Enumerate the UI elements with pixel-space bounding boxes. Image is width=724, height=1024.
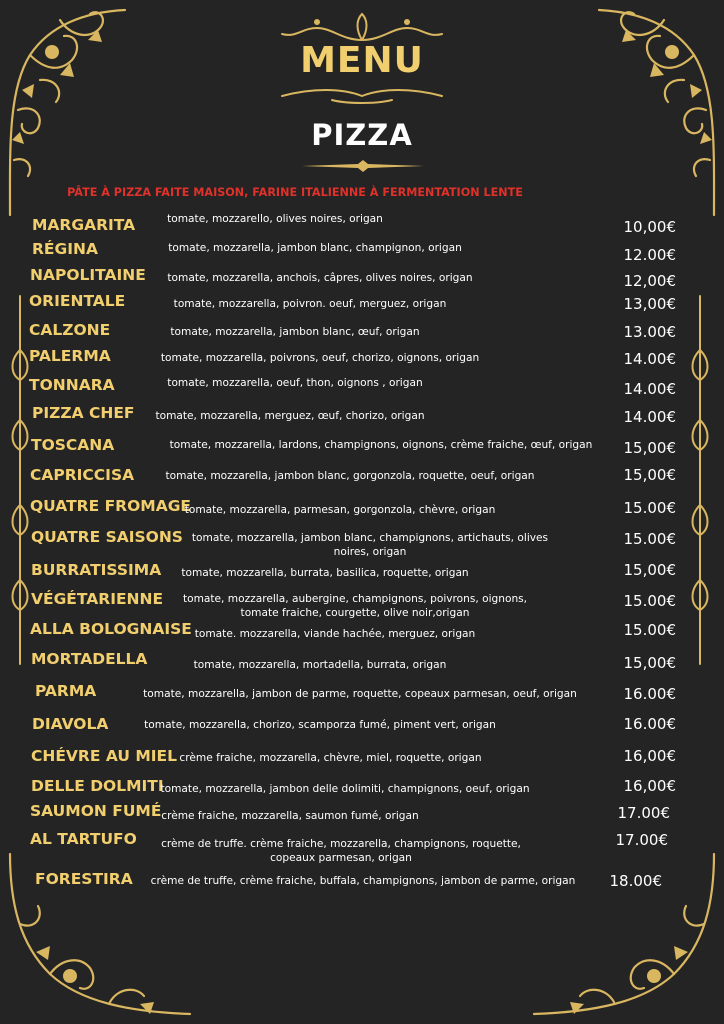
- item-description: crème de truffe, crème fraiche, buffala, champignons, jambon de parme, origan: [150, 875, 576, 887]
- item-price: 18.00€: [609, 872, 662, 890]
- item-description: tomate, mozzarella, chorizo, scamporza fumé, piment vert, origan: [144, 719, 496, 731]
- item-description: tomate, mozzarello, olives noires, origan: [167, 213, 383, 225]
- item-price: 14.00€: [623, 408, 676, 426]
- section-title: PIZZA: [311, 118, 413, 152]
- item-price: 17.00€: [617, 804, 670, 822]
- subtitle: PÂTE À PIZZA FAITE MAISON, FARINE ITALIENNE À FERMENTATION LENTE: [67, 186, 523, 199]
- item-description: tomate, mozzarella, jambon blanc, gorgonzola, roquette, oeuf, origan: [165, 470, 535, 482]
- item-price: 17.00€: [615, 831, 668, 849]
- item-price: 15.00€: [623, 592, 676, 610]
- item-description: tomate, mozzarella, jambon de parme, roquette, copeaux parmesan, oeuf, origan: [143, 688, 577, 700]
- item-price: 15.00€: [623, 621, 676, 639]
- item-name: RÉGINA: [32, 240, 98, 258]
- item-name: PALERMA: [29, 347, 111, 365]
- item-name: ALLA BOLOGNAISE: [30, 620, 192, 638]
- item-description: crème de truffe. crème fraiche, mozzarella, champignons, roquette, copeaux parmesan, origan: [161, 838, 521, 864]
- item-description: tomate, mozzarella, aubergine, champignons, poivrons, oignons, tomate fraiche, courgette, olive noir,origan: [182, 593, 528, 619]
- item-description: tomate, mozzarella, jambon blanc, œuf, origan: [170, 326, 420, 338]
- item-price: 15,00€: [623, 466, 676, 484]
- item-description: tomate, mozzarella, jambon blanc, champignon, origan: [168, 242, 462, 254]
- item-name: CAPRICCISA: [30, 466, 135, 484]
- item-name: DIAVOLA: [32, 715, 109, 733]
- item-name: QUATRE FROMAGE: [30, 497, 192, 515]
- item-name: ORIENTALE: [29, 292, 126, 310]
- item-name: PARMA: [35, 682, 97, 700]
- item-description: tomate, mozzarella, oeuf, thon, oignons , origan: [167, 377, 423, 389]
- corner-ornament-top-right: [584, 0, 724, 220]
- item-description: crème fraiche, mozzarella, chèvre, miel, roquette, origan: [179, 752, 482, 764]
- item-name: QUATRE SAISONS: [31, 528, 183, 546]
- item-description: crème fraiche, mozzarella, saumon fumé, origan: [161, 810, 419, 822]
- item-price: 12,00€: [623, 272, 676, 290]
- item-price: 15,00€: [623, 439, 676, 457]
- item-name: MARGARITA: [32, 216, 136, 234]
- item-name: MORTADELLA: [31, 650, 148, 668]
- item-name: TOSCANA: [31, 436, 115, 454]
- item-price: 14.00€: [623, 350, 676, 368]
- item-description: tomate, mozzarella, jambon delle dolimiti, champignons, oeuf, origan: [160, 783, 530, 795]
- item-name: FORESTIRA: [35, 870, 133, 888]
- item-price: 15,00€: [623, 561, 676, 579]
- item-name: TONNARA: [29, 376, 115, 394]
- item-name: AL TARTUFO: [30, 830, 137, 848]
- item-description: tomate, mozzarella, poivron. oeuf, merguez, origan: [173, 298, 447, 310]
- side-ornament-right: [688, 290, 712, 670]
- item-name: DELLE DOLMITI: [31, 777, 164, 795]
- item-name: VÉGÉTARIENNE: [31, 590, 164, 608]
- item-price: 15,00€: [623, 654, 676, 672]
- item-name: CALZONE: [29, 321, 111, 339]
- item-price: 16,00€: [623, 747, 676, 765]
- item-description: tomate, mozzarella, burrata, basilica, roquette, origan: [181, 567, 469, 579]
- item-name: PIZZA CHEF: [32, 404, 135, 422]
- item-description: tomate, mozzarella, jambon blanc, champignons, artichauts, olives noires, origan: [191, 532, 549, 558]
- item-price: 13.00€: [623, 323, 676, 341]
- item-description: tomate, mozzarella, merguez, œuf, chorizo, origan: [155, 410, 425, 422]
- item-name: CHÉVRE AU MIEL: [31, 747, 178, 765]
- item-price: 16.00€: [623, 685, 676, 703]
- item-price: 13,00€: [623, 295, 676, 313]
- item-name: NAPOLITAINE: [30, 266, 146, 284]
- item-price: 16.00€: [623, 715, 676, 733]
- item-price: 15.00€: [623, 499, 676, 517]
- menu-title: MENU: [300, 40, 424, 81]
- title-flourish-middle: [272, 86, 452, 106]
- item-description: tomate, mozzarella, lardons, champignons, oignons, crème fraiche, œuf, origan: [169, 439, 593, 451]
- item-description: tomate, mozzarella, poivrons, oeuf, chorizo, oignons, origan: [160, 352, 480, 364]
- item-name: BURRATISSIMA: [31, 561, 162, 579]
- item-price: 14.00€: [623, 380, 676, 398]
- item-description: tomate, mozzarella, anchois, câpres, olives noires, origan: [167, 272, 473, 284]
- item-description: tomate, mozzarella, parmesan, gorgonzola, chèvre, origan: [184, 504, 496, 516]
- item-description: tomate. mozzarella, viande hachée, merguez, origan: [194, 628, 476, 640]
- item-price: 12.00€: [623, 246, 676, 264]
- item-name: SAUMON FUMÉ: [30, 802, 162, 820]
- item-description: tomate, mozzarella, mortadella, burrata, origan: [193, 659, 447, 671]
- item-price: 15.00€: [623, 530, 676, 548]
- item-price: 16,00€: [623, 777, 676, 795]
- title-divider: [300, 160, 426, 172]
- item-price: 10,00€: [623, 218, 676, 236]
